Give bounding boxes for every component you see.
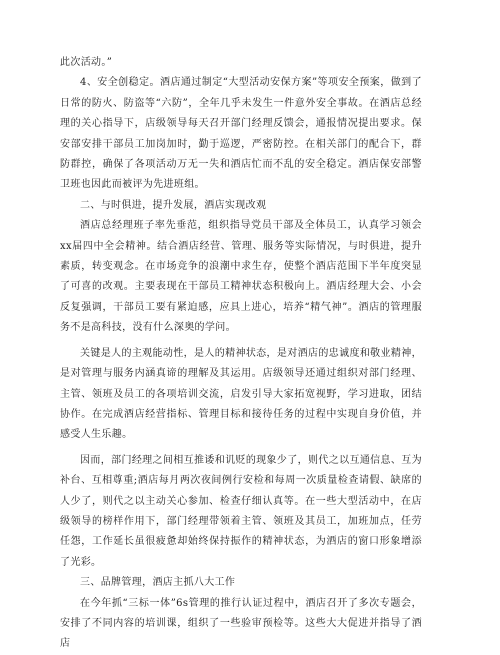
section-heading-3: 三、品牌管理，酒店主抓八大工作 [80, 577, 236, 589]
section-heading-2: 二、与时俱进，提升发展，酒店实现改观 [80, 199, 267, 211]
paragraph-results: 因而，部门经理之间相互推诿和讥贬的现象少了，则代之以互通信息、互为补台、互相尊重;酒店每月两次夜间例行安检和每周一次质量检查请假、缺席的人少了，则代之以主动关心参加、检查仔细认真等。在一些大型活动中，在店级领导的榜样作用下，部门经理带领着主管、领班及其员工，加班加点，任劳任怨，工作延长虽很疲惫却始终保持振作的精神状态，为酒店的窗口形象增添了光彩。 [60, 454, 422, 568]
paragraph-initiative: 关键是人的主观能动性，是人的精神状态，是对酒店的忠诚度和敬业精神，是对管理与服务内涵真谛的理解及其运用。店级领导还通过组织对部门经理、主管、领班及员工的各项培训交流，启发引导大家拓宽视野，学习进取，团结协作。在完成酒店经营指标、管理目标和接待任务的过程中实现自身价值，并感受人生乐趣。 [60, 347, 422, 441]
paragraph-safety: 4、安全创稳定。酒店通过制定“大型活动安保方案”等项安全预案，做到了日常的防火、防盗等“六防”，全年几乎未发生一件意外安全事故。在酒店总经理的关心指导下，店级领导每天召开部门经理反馈会，通报情况提出要求。保安部安排干部员工加岗加时，勤于巡逻，严密防控。在相关部门的配合下，群防群控，确保了各项活动万无一失和酒店忙而不乱的安全稳定。酒店保安部警卫班也因此而被评为先进班组。 [60, 77, 422, 191]
paragraph-brand: 在今年抓“三标一体”6s管理的推行认证过程中，酒店召开了多次专题会，安排了不同内容的培训课，组织了一些验审预检等。这些大大促进并指导了酒店 [60, 597, 422, 650]
paragraph-continuation: 此次活动。” [60, 57, 113, 68]
paragraph-leadership: 酒店总经理班子率先垂范，组织指导党员干部及全体员工，认真学习领会xx届四中全会精神。结合酒店经营、管理、服务等实际情况，与时俱进，提升素质，转变观念。在市场竞争的浪潮中求生存，使整个酒店范围下半年度突显了可喜的改观。主要表现在干部员工精神状态积极向上。酒店经理大会、小会反复强调，干部员工要有紧迫感，应具上进心，培养“精气神”。酒店的管理服务不是高科技，没有什么深奥的学问。 [60, 220, 422, 334]
